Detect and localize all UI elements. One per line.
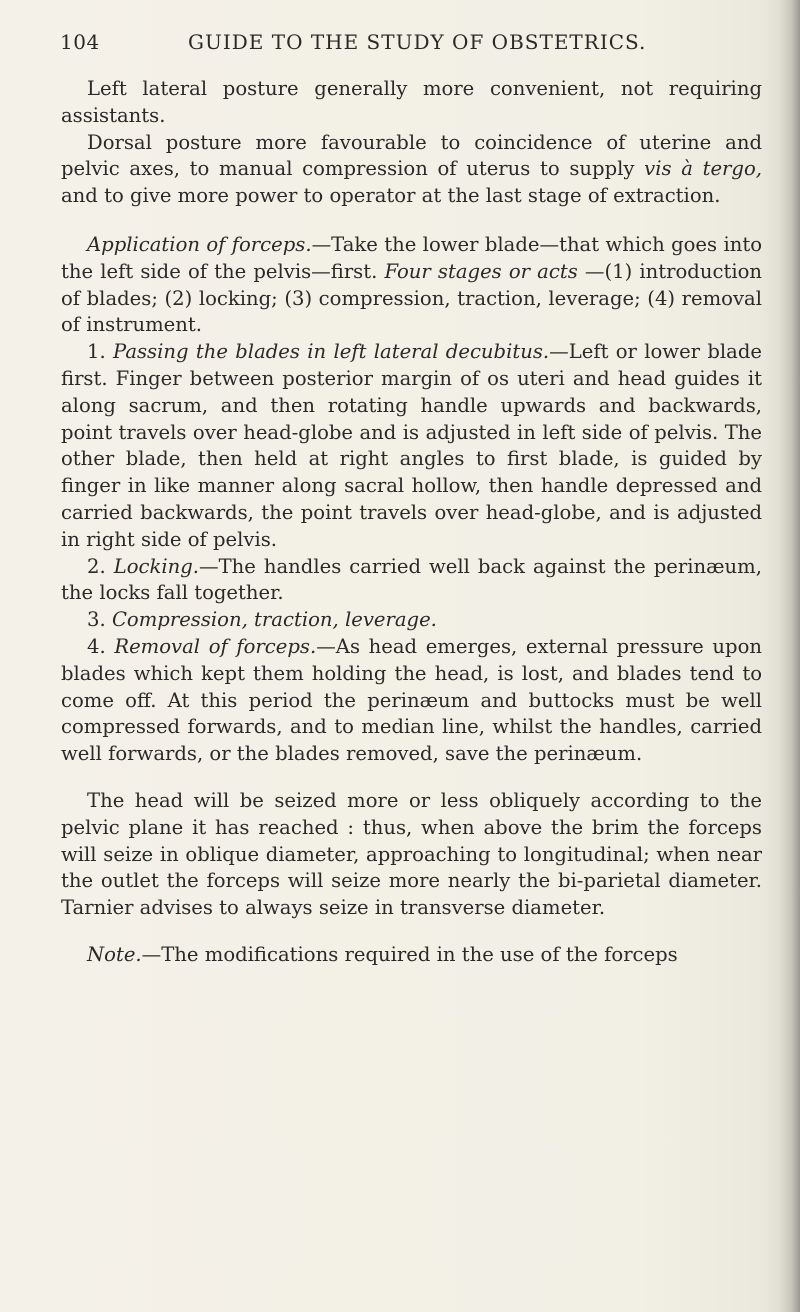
body-text [61, 76, 762, 969]
section-heading: Application of forceps. [87, 232, 312, 256]
italic-phrase: Four stages or acts [384, 259, 578, 283]
page-edge-shadow [778, 0, 800, 1312]
paragraph-head-seizure: The head will be seized more or less obliquely according to the pelvic plane it has reached : thus, when above the brim the forceps will seize in oblique diameter, approaching to longitudinal; when near the outlet the forceps will seize more nearly the bi-parietal diameter. Tarnier advises to always seize in transverse diameter. [61, 788, 762, 920]
paragraph-note: Note.—The modifications required in the use of the forceps [87, 942, 678, 966]
paragraph-left-lateral-posture: Left lateral posture generally more convenient, not requiring assistants. [61, 77, 762, 127]
step-4-removal: 4. Removal of forceps.—As head emerges, external pressure upon blades which kept them holding the head, is lost, and blades tend to come off. At this period the perinæum and buttocks must be well compressed forwards, and to median line, whilst the handles, carried well forwards, or the blades removed, save the perinæum. [61, 634, 762, 766]
step-2-locking: 2. Locking.—The handles carried well back against the perinæum, the locks fall together. [61, 554, 762, 605]
italic-phrase: vis à tergo, [644, 157, 762, 181]
page-number: 104 [60, 30, 100, 54]
step-1-passing-blades: 1. Passing the blades in left lateral decubitus.—Left or lower blade first. Finger between posterior margin of os uteri and head guides it along sacrum, and then rotating handle upwards and backwards, point travels over head-globe and is adjusted in left side of pelvis. The other blade, then held at right angles to first blade, is guided by finger in like manner along sacral hollow, then handle depressed and carried backwards, the point travels over head-globe, and is adjusted in right side of pelvis. [61, 340, 762, 551]
paragraph-gap [61, 210, 762, 232]
running-title: GUIDE TO THE STUDY OF OBSTETRICS. [188, 30, 647, 54]
step-heading: Passing the blades in left lateral decubitus. [113, 340, 550, 364]
paragraph-application-of-forceps: Application of forceps.—Take the lower blade—that which goes into the left side of the pelvis—first. Four stages or acts —(1) introduction of blades; (2) locking; (3) compression, traction, leverage; (4) removal of instrument. [61, 232, 763, 337]
note-heading: Note. [87, 942, 142, 966]
step-heading: Removal of forceps. [114, 634, 317, 658]
page-header [60, 30, 760, 60]
step-heading: Compression, traction, leverage. [111, 608, 437, 632]
paragraph-gap [61, 922, 762, 942]
step-3-compression: 3. Compression, traction, leverage. [87, 608, 437, 632]
step-heading: Locking. [113, 554, 199, 578]
paragraph-gap [61, 768, 762, 788]
paragraph-dorsal-posture: Dorsal posture more favourable to coincidence of uterine and pelvic axes, to manual compression of uterus to supply vis à tergo, and to give more power to operator at the last stage of extraction. [61, 130, 762, 208]
